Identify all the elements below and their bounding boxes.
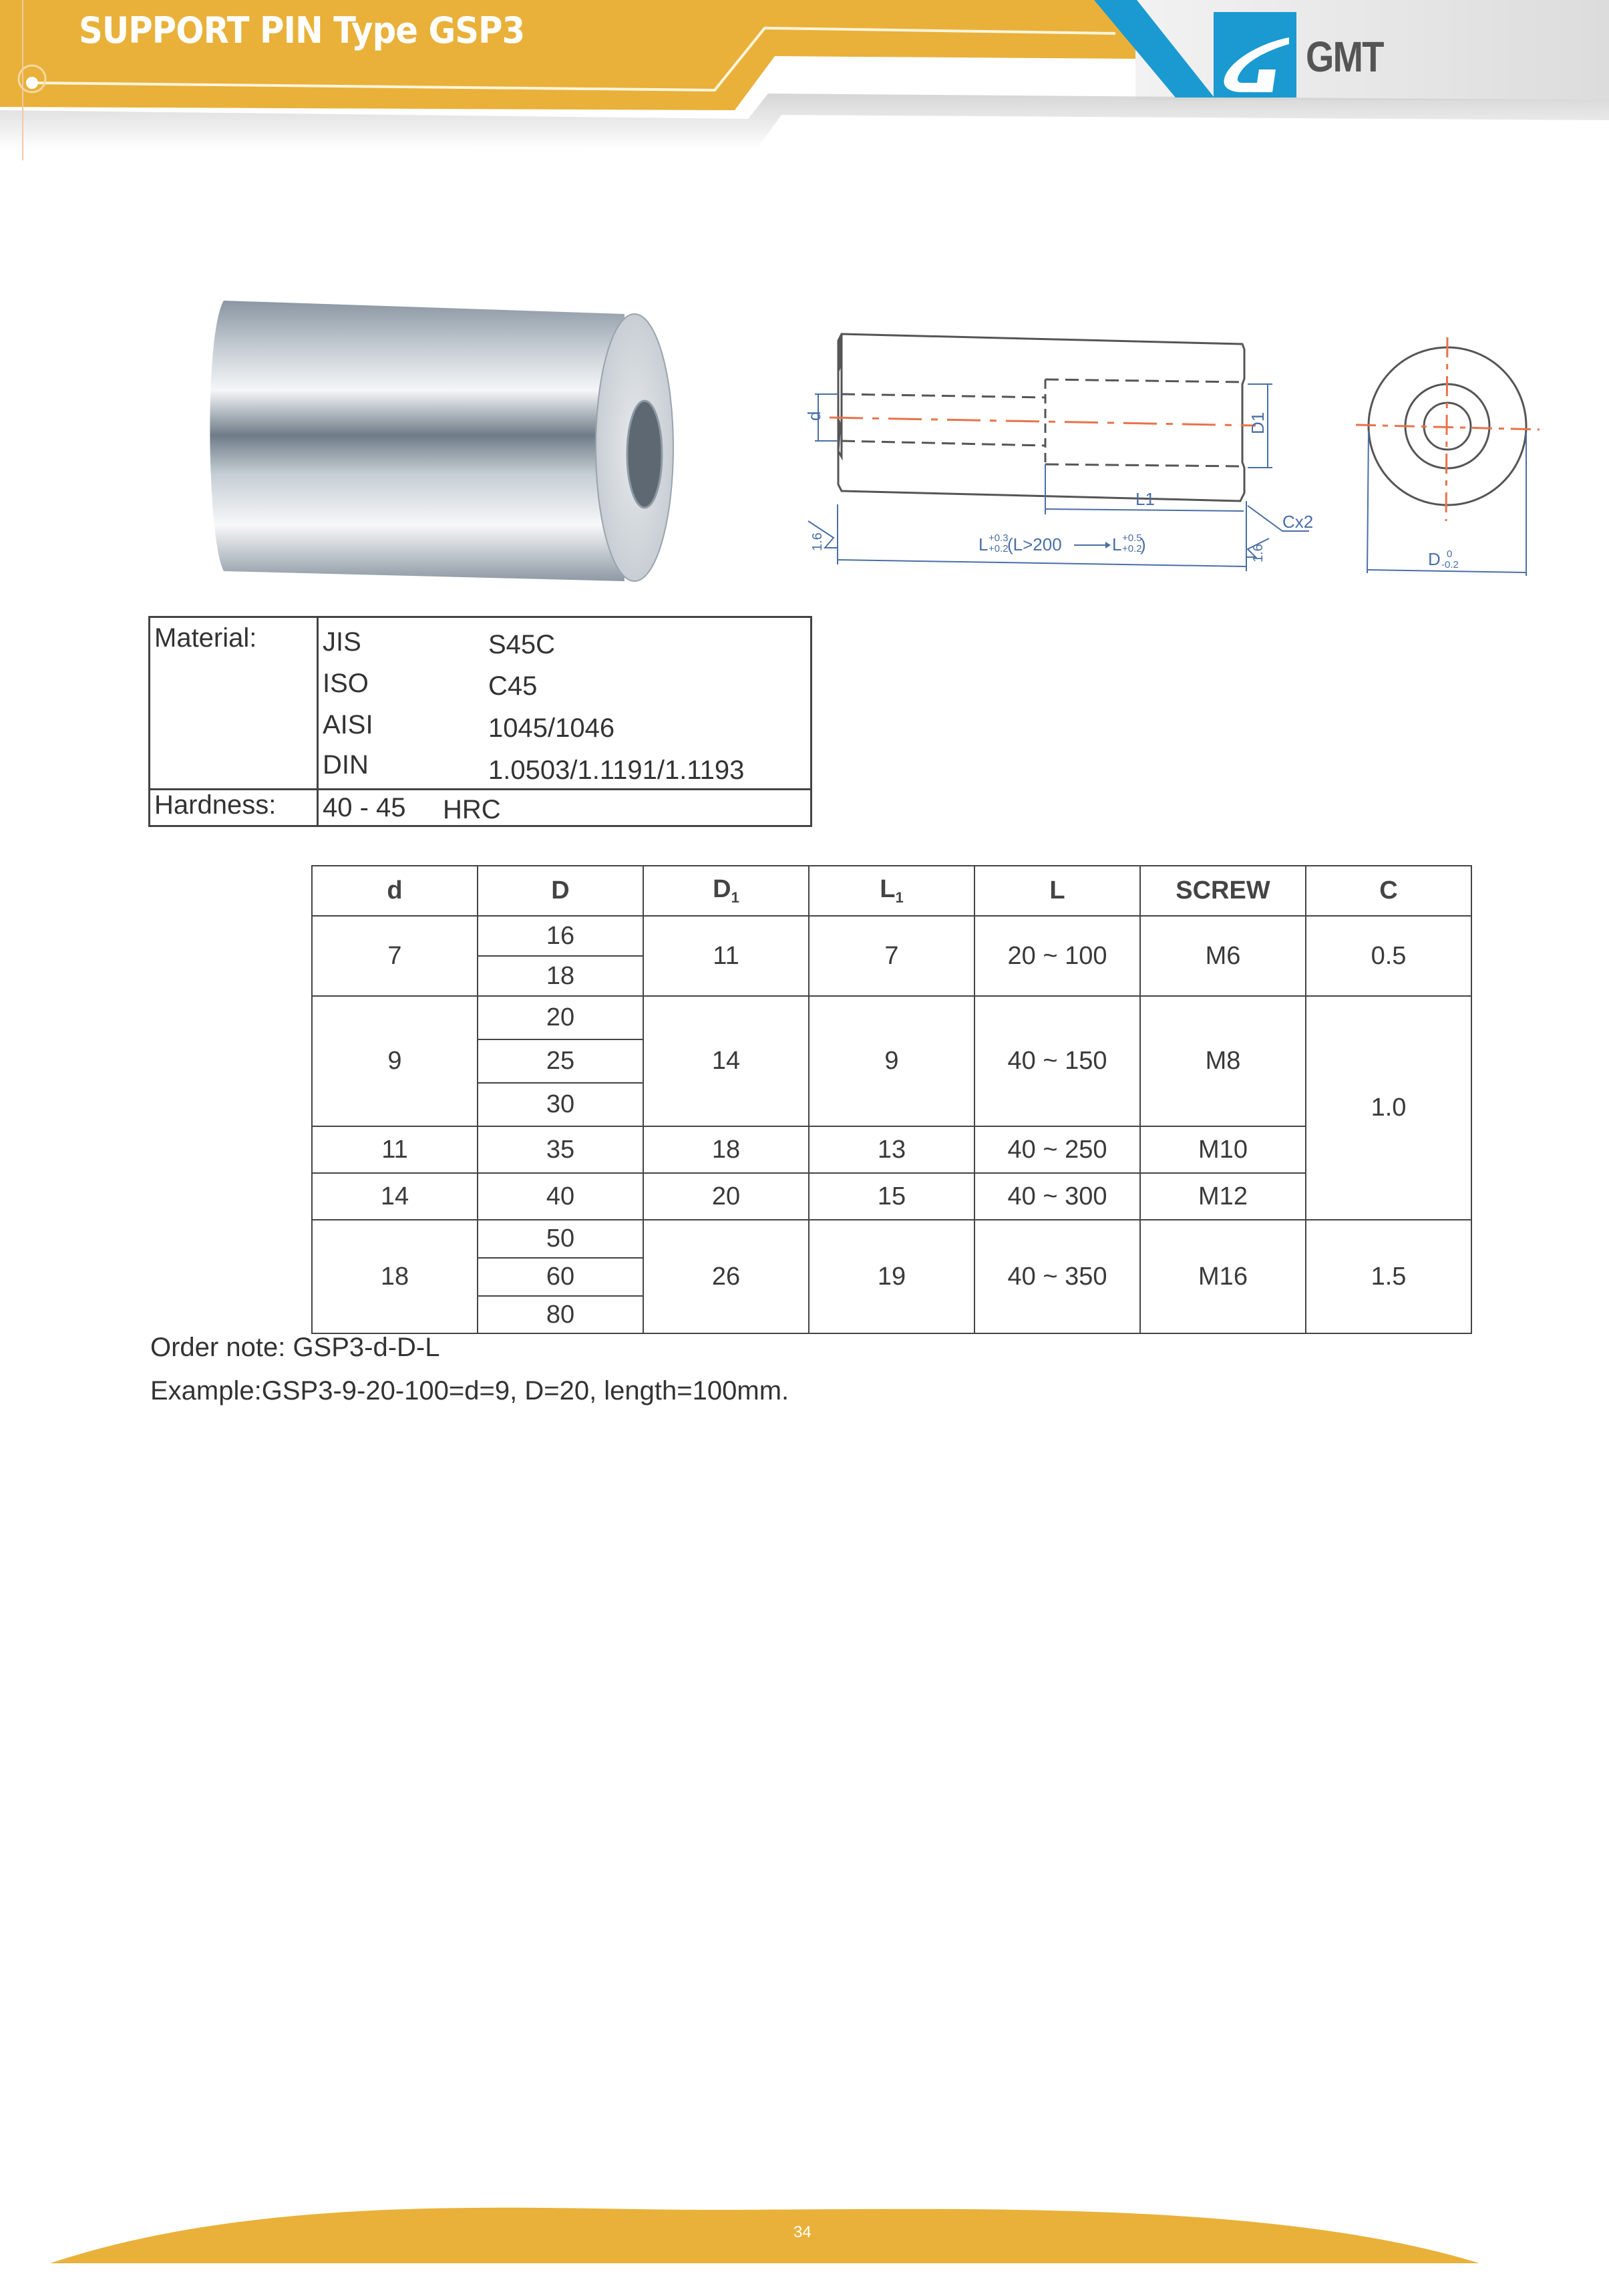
header-screw	[1139, 865, 1306, 917]
cell-screw: M6	[1139, 915, 1306, 997]
cell-D1: 20	[643, 1172, 810, 1220]
roughness-left-label: 1.6	[810, 532, 825, 551]
material-standard: DIN	[323, 750, 369, 780]
header-L1-sub: 1	[895, 889, 904, 906]
cell-D: 50	[477, 1219, 644, 1259]
dim-D-label: D	[1428, 549, 1441, 569]
material-standard: JIS	[323, 627, 361, 657]
dim-D-lower: -0.2	[1441, 559, 1459, 570]
logo-text: GMT	[1306, 33, 1383, 81]
cell-L1: 9	[808, 995, 975, 1127]
side-view-outline	[838, 334, 1244, 501]
bore-bottom-line	[842, 441, 1045, 446]
centerline-end-v	[1446, 337, 1447, 521]
counterbore-top-line	[1045, 379, 1242, 382]
header-C	[1305, 865, 1472, 917]
material-divider-v	[317, 618, 319, 825]
cell-D1: 14	[643, 995, 810, 1127]
cell-screw: M16	[1139, 1219, 1306, 1334]
pin-bore	[627, 401, 662, 508]
cell-C: 1.5	[1305, 1219, 1472, 1334]
header-d	[311, 865, 478, 917]
dim-D1-label: D1	[1248, 412, 1268, 434]
header-D-text: D	[551, 876, 570, 905]
cell-D: 25	[477, 1039, 644, 1084]
cell-D: 60	[477, 1257, 644, 1297]
cell-screw: M12	[1139, 1172, 1306, 1220]
cell-L: 40 ~ 150	[974, 995, 1141, 1127]
dim-L-alt-upper: +0.5	[1122, 532, 1142, 544]
cell-D: 40	[477, 1172, 644, 1220]
material-grade: C45	[488, 671, 538, 701]
cell-screw: M10	[1139, 1126, 1306, 1174]
cell-D: 18	[477, 955, 644, 997]
cell-D: 80	[477, 1295, 644, 1334]
bore-top-line	[842, 394, 1045, 397]
material-grade: 1.0503/1.1191/1.1193	[488, 756, 745, 785]
cell-C: 0.5	[1305, 915, 1472, 997]
cell-L1: 15	[808, 1172, 975, 1220]
cell-L: 40 ~ 350	[974, 1219, 1141, 1334]
cell-d: 9	[311, 995, 478, 1127]
cell-D1: 26	[643, 1219, 810, 1334]
header-dot-icon	[26, 77, 38, 89]
hardness-value: 40 - 45	[323, 793, 406, 822]
cell-D: 20	[477, 995, 644, 1040]
footer-gold-arc	[50, 2208, 1479, 2263]
technical-drawing	[801, 314, 1550, 581]
cell-L: 40 ~ 250	[974, 1126, 1141, 1174]
cell-d: 18	[311, 1219, 478, 1334]
roughness-right-label: 1.6	[1251, 544, 1266, 562]
dim-L-arrowhead	[1105, 542, 1111, 548]
counterbore-bottom-line	[1045, 464, 1242, 466]
spec-table	[311, 865, 1473, 1333]
header-screw-text: SCREW	[1176, 876, 1270, 905]
cell-D: 16	[477, 915, 644, 957]
header-L1-base: L	[880, 875, 896, 903]
centerline-side	[830, 418, 1256, 426]
pin-body	[210, 301, 624, 581]
order-example: Example:GSP3-9-20-100=d=9, D=20, length=100mm.	[150, 1376, 789, 1406]
material-standard: ISO	[323, 669, 369, 698]
header-D	[477, 865, 644, 917]
dim-D-upper: 0	[1447, 548, 1453, 560]
cell-D: 35	[477, 1126, 644, 1174]
cell-C: 1.0	[1305, 995, 1472, 1220]
dim-d-label: d	[804, 411, 824, 421]
dim-L-condition: (L>200	[1007, 534, 1062, 554]
material-table	[148, 616, 812, 827]
cell-D1: 18	[643, 1126, 810, 1174]
dim-L1-label: L1	[1135, 489, 1155, 509]
cell-screw: M8	[1139, 995, 1306, 1127]
material-standard: AISI	[323, 710, 373, 740]
cell-D1: 11	[643, 915, 810, 997]
cell-D: 30	[477, 1082, 644, 1127]
header-d-text: d	[387, 876, 403, 905]
chamfer-label: Cx2	[1282, 512, 1314, 532]
product-photo	[197, 287, 718, 595]
header-L	[974, 865, 1141, 917]
header-D1-base: D	[713, 875, 731, 903]
header-L-text: L	[1049, 876, 1065, 905]
cell-d: 7	[311, 915, 478, 997]
dim-L-lower: +0.2	[989, 543, 1009, 554]
material-grade: 1045/1046	[488, 713, 615, 743]
dim-L-main: L	[978, 534, 989, 554]
header-L1	[808, 865, 975, 917]
cell-L: 20 ~ 100	[974, 915, 1141, 997]
material-label: Material:	[154, 623, 257, 653]
header-L1-text	[880, 875, 903, 907]
cell-L1: 7	[808, 915, 975, 997]
material-grade: S45C	[488, 630, 556, 659]
cell-L1: 19	[808, 1219, 975, 1334]
order-note: Order note: GSP3-d-D-L	[150, 1333, 440, 1362]
page-title: SUPPORT PIN Type GSP3	[79, 9, 525, 51]
dim-L-line	[838, 560, 1246, 566]
cell-L1: 13	[808, 1126, 975, 1174]
header-C-text: C	[1379, 876, 1398, 905]
hardness-label: Hardness:	[154, 790, 277, 820]
header-D1	[643, 865, 810, 917]
header-D1-sub: 1	[731, 889, 739, 906]
header-D1-text	[713, 875, 739, 907]
dim-L-alt-lower: +0.2	[1122, 543, 1142, 554]
dim-L-upper: +0.3	[989, 532, 1009, 544]
cell-d: 11	[311, 1126, 478, 1174]
cell-d: 14	[311, 1172, 478, 1220]
cell-L: 40 ~ 300	[974, 1172, 1141, 1220]
dim-L-alt-main: L	[1112, 534, 1122, 554]
dim-D-ext-left	[1367, 431, 1369, 573]
page-number: 34	[793, 2223, 812, 2241]
dim-L-close: )	[1140, 534, 1146, 554]
hardness-unit: HRC	[443, 795, 501, 824]
dim-L1-line	[1045, 509, 1244, 511]
